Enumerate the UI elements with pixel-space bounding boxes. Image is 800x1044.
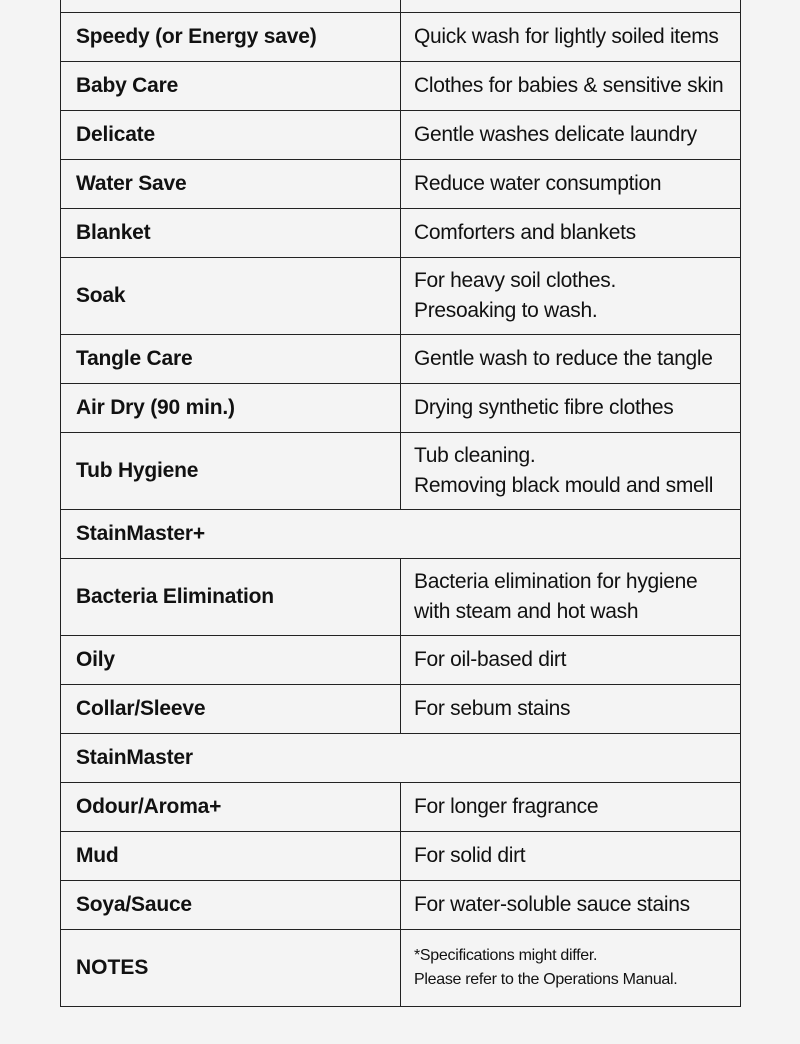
table-row bbox=[61, 783, 741, 832]
description-line: Gentle wash to reduce the tangle bbox=[414, 347, 713, 370]
description-line: For water-soluble sauce stains bbox=[414, 893, 690, 916]
program-name: Water Save bbox=[61, 160, 401, 209]
table-row bbox=[61, 384, 741, 433]
table-row bbox=[61, 258, 741, 335]
program-description bbox=[401, 384, 741, 433]
table-row bbox=[61, 881, 741, 930]
program-name: Baby Care bbox=[61, 62, 401, 111]
section-row bbox=[61, 510, 741, 559]
section-heading: StainMaster+ bbox=[61, 510, 741, 559]
program-name: Mud bbox=[61, 832, 401, 881]
description-line: Gentle washes delicate laundry bbox=[414, 123, 697, 146]
section-heading: StainMaster bbox=[61, 734, 741, 783]
program-name: Odour/Aroma+ bbox=[61, 783, 401, 832]
description-line: with steam and hot wash bbox=[414, 600, 639, 623]
program-description bbox=[401, 13, 741, 62]
description-line: Drying synthetic fibre clothes bbox=[414, 396, 674, 419]
program-name: Bacteria Elimination bbox=[61, 559, 401, 636]
table-row bbox=[61, 111, 741, 160]
description-line: Presoaking to wash. bbox=[414, 299, 598, 322]
table-row bbox=[61, 559, 741, 636]
program-name: Collar/Sleeve bbox=[61, 685, 401, 734]
description-line: Clothes for babies & sensitive skin bbox=[414, 74, 724, 97]
program-description bbox=[401, 685, 741, 734]
program-description bbox=[401, 636, 741, 685]
program-description bbox=[401, 783, 741, 832]
program-name: Speedy (or Energy save) bbox=[61, 13, 401, 62]
program-description bbox=[401, 62, 741, 111]
description-line: For sebum stains bbox=[414, 697, 571, 720]
notes-text bbox=[401, 930, 741, 1007]
description-line: Please refer to the Operations Manual. bbox=[414, 971, 678, 988]
program-name: Soak bbox=[61, 258, 401, 335]
table-row bbox=[61, 62, 741, 111]
table-row bbox=[61, 0, 741, 13]
description-line: Removing black mould and smell bbox=[414, 474, 714, 497]
description-line: For heavy soil clothes. bbox=[414, 269, 617, 292]
program-name: Delicate bbox=[61, 111, 401, 160]
program-description bbox=[401, 832, 741, 881]
description-line: For solid dirt bbox=[414, 844, 526, 867]
program-description bbox=[401, 111, 741, 160]
description-line: For longer fragrance bbox=[414, 795, 599, 818]
program-description bbox=[401, 209, 741, 258]
table-row bbox=[61, 209, 741, 258]
description-line: Comforters and blankets bbox=[414, 221, 636, 244]
wash-programs-table bbox=[60, 0, 741, 1007]
program-name: Soya/Sauce bbox=[61, 881, 401, 930]
description-line: For oil-based dirt bbox=[414, 648, 567, 671]
description-line: Quick wash for lightly soiled items bbox=[414, 25, 719, 48]
program-name: Oily bbox=[61, 636, 401, 685]
section-row bbox=[61, 734, 741, 783]
table-row bbox=[61, 832, 741, 881]
program-name bbox=[61, 0, 401, 13]
description-line: *Specifications might differ. bbox=[414, 947, 598, 964]
table-row bbox=[61, 685, 741, 734]
description-line: Reduce water consumption bbox=[414, 172, 662, 195]
program-description bbox=[401, 433, 741, 510]
table-body bbox=[61, 0, 741, 1007]
program-description bbox=[401, 881, 741, 930]
notes-label: NOTES bbox=[61, 930, 401, 1007]
program-description bbox=[401, 258, 741, 335]
table-row bbox=[61, 335, 741, 384]
table-row bbox=[61, 160, 741, 209]
program-name: Tub Hygiene bbox=[61, 433, 401, 510]
description-line: Tub cleaning. bbox=[414, 444, 536, 467]
program-name: Tangle Care bbox=[61, 335, 401, 384]
description-line: Bacteria elimination for hygiene bbox=[414, 570, 698, 593]
program-name: Air Dry (90 min.) bbox=[61, 384, 401, 433]
program-name: Blanket bbox=[61, 209, 401, 258]
program-description bbox=[401, 559, 741, 636]
table-row bbox=[61, 433, 741, 510]
table-row bbox=[61, 636, 741, 685]
program-description bbox=[401, 160, 741, 209]
program-description bbox=[401, 335, 741, 384]
program-description bbox=[401, 0, 741, 13]
table-row bbox=[61, 930, 741, 1007]
table-row bbox=[61, 13, 741, 62]
